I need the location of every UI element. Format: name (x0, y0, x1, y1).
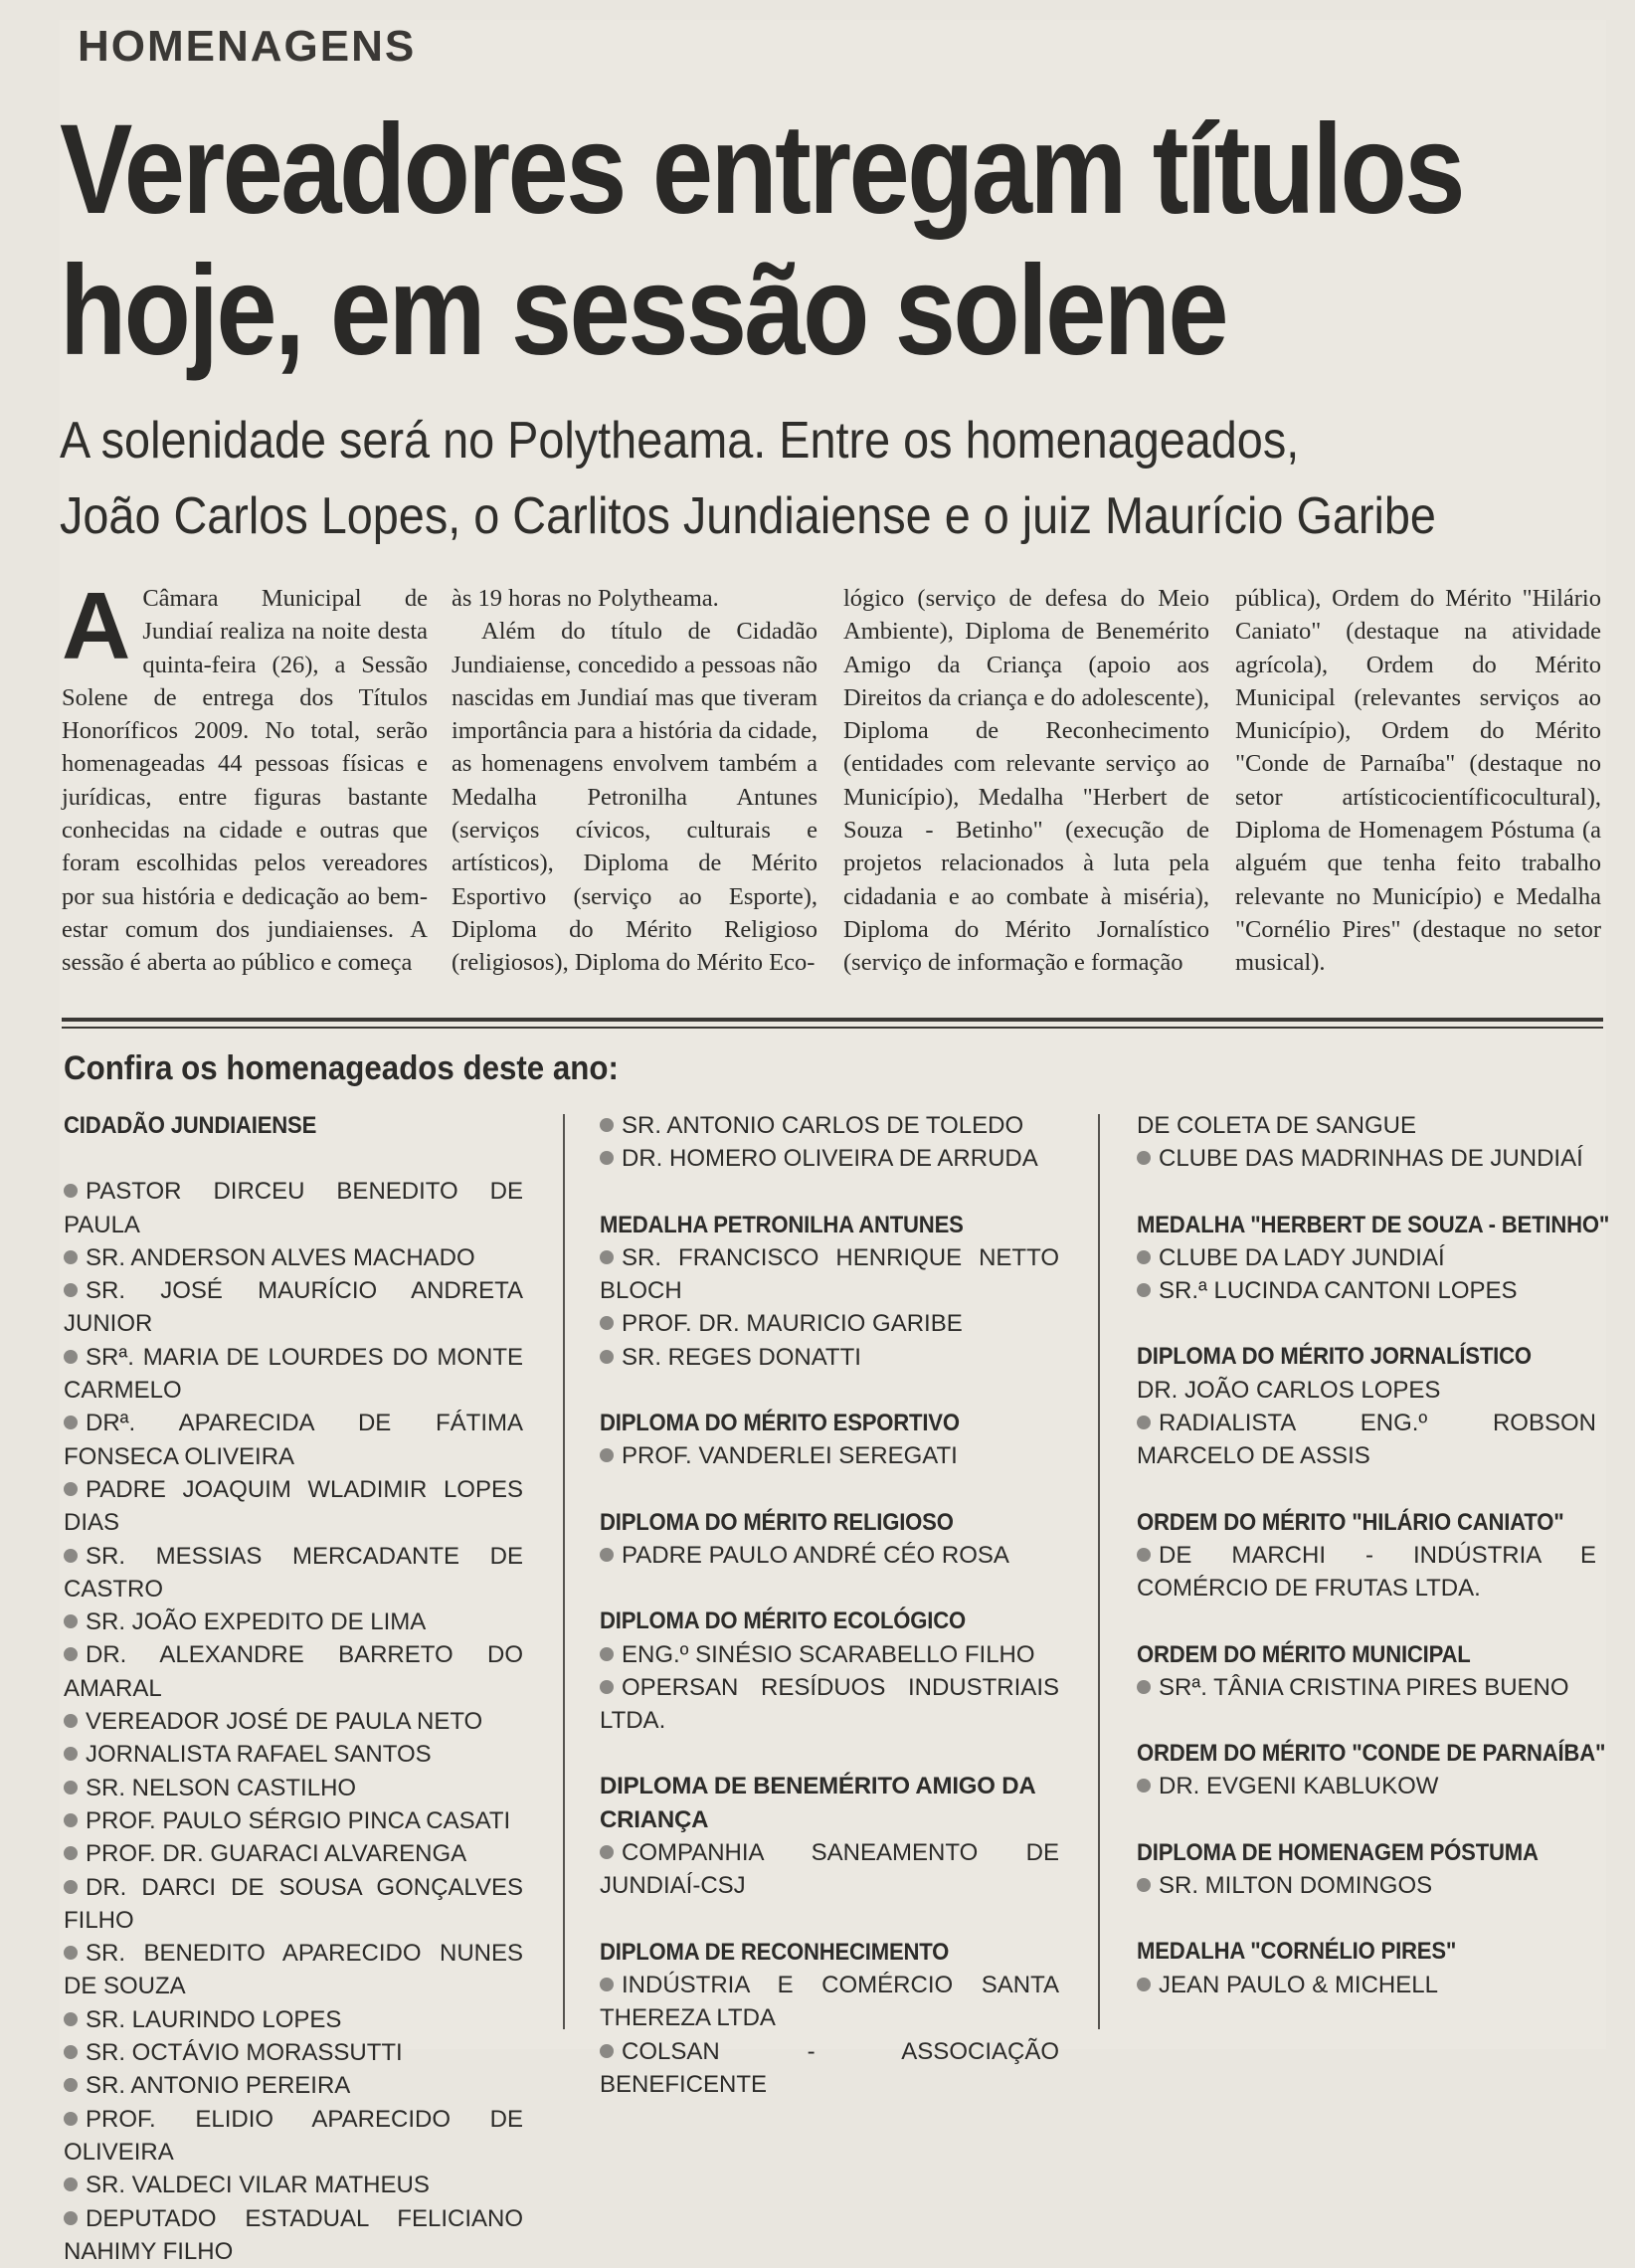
honoree-name: PADRE JOAQUIM WLADIMIR LOPES DIAS (64, 1476, 523, 1536)
honoree-item (600, 1836, 1059, 1903)
bullet-icon (600, 1316, 614, 1330)
honoree-name: PADRE PAULO ANDRÉ CÉO ROSA (622, 1542, 1009, 1569)
honoree-item (600, 1671, 1059, 1738)
group-title: MEDALHA "HERBERT DE SOUZA - BETINHO" (1137, 1209, 1559, 1241)
honoree-item (1137, 1407, 1596, 1473)
bullet-icon (600, 1548, 614, 1562)
honoree-item (1137, 1770, 1596, 1802)
bullet-icon (64, 1416, 78, 1429)
honoree-name: PASTOR DIRCEU BENEDITO DE PAULA (64, 1178, 523, 1237)
honoree-item (64, 1772, 523, 1804)
honoree-item (64, 2169, 523, 2201)
bullet-icon (64, 2112, 78, 2126)
honoree-item (64, 1638, 523, 1705)
article-paragraph: às 19 horas no Polytheama. (452, 582, 818, 615)
honoree-item (64, 2069, 523, 2102)
honoree-item (64, 1241, 523, 1274)
honoree-item (600, 1969, 1059, 2035)
bullet-icon (600, 1118, 614, 1132)
honorees-column-3 (1137, 1109, 1596, 2001)
group-title: DIPLOMA DO MÉRITO ECOLÓGICO (600, 1605, 1022, 1637)
honoree-name: PROF. DR. GUARACI ALVARENGA (86, 1840, 466, 1867)
honoree-name: PROF. PAULO SÉRGIO PINCA CASATI (86, 1807, 510, 1834)
honoree-list (64, 1175, 523, 2268)
group-title: MEDALHA "CORNÉLIO PIRES" (1137, 1935, 1559, 1968)
honoree-item (1137, 1274, 1596, 1307)
section-tag: HOMENAGENS (78, 22, 416, 72)
bullet-icon (64, 1647, 78, 1661)
honoree-item (1137, 1241, 1596, 1274)
honoree-name: DR. DARCI DE SOUSA GONÇALVES FILHO (64, 1874, 523, 1934)
honoree-name: SR. OCTÁVIO MORASSUTTI (86, 2039, 403, 2066)
honorees-box-title: Confira os homenageados deste ano: (64, 1049, 619, 1088)
bullet-icon (600, 1448, 614, 1462)
article-column-3 (843, 582, 1209, 980)
bullet-icon (1137, 1978, 1151, 1991)
honoree-name: RADIALISTA ENG.º ROBSON MARCELO DE ASSIS (1137, 1410, 1596, 1469)
bullet-icon (64, 1482, 78, 1496)
honoree-name: SR. REGES DONATTI (622, 1344, 861, 1371)
bullet-icon (64, 2177, 78, 2191)
divider-rule (62, 1018, 1603, 1022)
honoree-name: VEREADOR JOSÉ DE PAULA NETO (86, 1708, 482, 1735)
honoree-continuation: DE COLETA DE SANGUE (1137, 1109, 1596, 1142)
bullet-icon (1137, 1283, 1151, 1297)
bullet-icon (1137, 1779, 1151, 1793)
honorees-column-1 (64, 1109, 523, 2268)
honoree-item (64, 2003, 523, 2036)
group-title: CIDADÃO JUNDIAIENSE (64, 1109, 486, 1142)
honoree-item: DR. JOÃO CARLOS LOPES (1137, 1374, 1596, 1407)
bullet-icon (64, 1880, 78, 1894)
honoree-name: DR. EVGENI KABLUKOW (1159, 1773, 1438, 1799)
honoree-list (1137, 1407, 1596, 1473)
column-divider (563, 1114, 565, 2029)
honorees-column-2 (600, 1109, 1059, 2101)
group-title: ORDEM DO MÉRITO MUNICIPAL (1137, 1638, 1559, 1671)
honoree-name: CLUBE DAS MADRINHAS DE JUNDIAÍ (1159, 1145, 1583, 1172)
honoree-item (64, 1274, 523, 1341)
honoree-item (600, 1638, 1059, 1671)
honoree-name: CLUBE DA LADY JUNDIAÍ (1159, 1244, 1445, 1271)
honoree-list (1137, 1142, 1596, 1175)
bullet-icon (600, 1845, 614, 1859)
bullet-icon (600, 1680, 614, 1694)
bullet-icon (64, 1184, 78, 1198)
article-column-2 (452, 582, 818, 980)
bullet-icon (600, 1151, 614, 1165)
honoree-name: ENG.º SINÉSIO SCARABELLO FILHO (622, 1641, 1035, 1668)
honoree-name: SR. BENEDITO APARECIDO NUNES DE SOUZA (64, 1940, 523, 1999)
article-body (62, 582, 1603, 990)
honoree-item (64, 1175, 523, 1241)
honoree-name: OPERSAN RESÍDUOS INDUSTRIAIS LTDA. (600, 1674, 1059, 1734)
bullet-icon (1137, 1878, 1151, 1892)
honoree-item (600, 1142, 1059, 1175)
article-paragraph: Câmara Municipal de Jundiaí realiza na noite desta quinta-feira (26), a Sessão Solene de entrega dos Títulos Honoríficos 2009. No total, serão homenageadas 44 pessoas físicas e jurídicas, entre figuras bastante conhecidas na cidade e outras que foram escolhidas pelos vereadores por sua história e dedicação ao bem-estar comum dos jundiaienses. A sessão é aberta ao público e começa (62, 582, 428, 980)
bullet-icon (64, 1813, 78, 1827)
honoree-list (600, 1539, 1059, 1572)
drop-cap: A (62, 588, 130, 665)
bullet-icon (1137, 1680, 1151, 1694)
honoree-item (64, 1540, 523, 1606)
bullet-icon (1137, 1250, 1151, 1264)
honoree-list (1137, 1241, 1596, 1308)
honoree-name: SR.ª LUCINDA CANTONI LOPES (1159, 1277, 1518, 1304)
honoree-name: PROF. ELIDIO APARECIDO DE OLIVEIRA (64, 2106, 523, 2166)
honoree-item (64, 1341, 523, 1408)
subheadline-line-1: A solenidade será no Polytheama. Entre os homenageados, (60, 403, 1456, 478)
bullet-icon (64, 1747, 78, 1761)
honoree-item (64, 1871, 523, 1938)
honoree-list (600, 1439, 1059, 1472)
bullet-icon (64, 2078, 78, 2092)
article-paragraph: lógico (serviço de defesa do Meio Ambiente), Diploma de Benemérito Amigo da Criança (apoio aos Direitos da criança e do adolescente), Diploma de Reconhecimento (entidades com relevante serviço ao Município), Medalha "Herbert de Souza - Betinho" (execução de projetos relacionados à luta pela cidadania e ao combate à miséria), Diploma do Mérito Jornalístico (serviço de informação e formação (843, 582, 1209, 980)
honoree-list (1137, 1671, 1596, 1704)
honoree-name: SR. LAURINDO LOPES (86, 2006, 341, 2033)
bullet-icon (600, 1978, 614, 1991)
honoree-item (64, 1804, 523, 1837)
honoree-item (64, 1837, 523, 1870)
honoree-name: DE MARCHI - INDÚSTRIA E COMÉRCIO DE FRUTAS LTDA. (1137, 1542, 1596, 1602)
bullet-icon (64, 1714, 78, 1728)
honoree-item (600, 1241, 1059, 1308)
group-title: DIPLOMA DE BENEMÉRITO AMIGO DA CRIANÇA (600, 1770, 1059, 1836)
bullet-icon (1137, 1548, 1151, 1562)
divider-rule (62, 1027, 1603, 1029)
group-title: DIPLOMA DE HOMENAGEM PÓSTUMA (1137, 1836, 1559, 1869)
honoree-name: COMPANHIA SANEAMENTO DE JUNDIAÍ-CSJ (600, 1839, 1059, 1899)
honoree-item (1137, 1969, 1596, 2001)
honoree-name: SRª. MARIA DE LOURDES DO MONTE CARMELO (64, 1344, 523, 1404)
honoree-name: DR. ALEXANDRE BARRETO DO AMARAL (64, 1641, 523, 1701)
honoree-name: COLSAN - ASSOCIAÇÃO BENEFICENTE (600, 2038, 1059, 2098)
bullet-icon (600, 1647, 614, 1661)
group-title: ORDEM DO MÉRITO "HILÁRIO CANIATO" (1137, 1506, 1559, 1539)
honoree-item (64, 1606, 523, 1638)
bullet-icon (1137, 1151, 1151, 1165)
bullet-icon (64, 1614, 78, 1628)
honoree-item (1137, 1671, 1596, 1704)
bullet-icon (64, 1283, 78, 1297)
honoree-list (1137, 1770, 1596, 1802)
article-column-4 (1235, 582, 1601, 980)
bullet-icon (64, 1781, 78, 1795)
honoree-name: INDÚSTRIA E COMÉRCIO SANTA THEREZA LTDA (600, 1972, 1059, 2031)
honoree-list (600, 1638, 1059, 1738)
bullet-icon (64, 1250, 78, 1264)
honoree-item (600, 1341, 1059, 1374)
honoree-item (64, 2103, 523, 2170)
column-divider (1098, 1114, 1100, 2029)
bullet-icon (64, 1846, 78, 1860)
group-title: ORDEM DO MÉRITO "CONDE DE PARNAÍBA" (1137, 1737, 1559, 1770)
subheadline (60, 403, 1456, 554)
honoree-list (600, 1836, 1059, 1903)
honoree-name: SR. MILTON DOMINGOS (1159, 1872, 1432, 1899)
honoree-name: SRª. TÂNIA CRISTINA PIRES BUENO (1159, 1674, 1569, 1701)
honoree-name: SR. NELSON CASTILHO (86, 1775, 356, 1801)
group-title: DIPLOMA DO MÉRITO JORNALÍSTICO (1137, 1340, 1559, 1373)
honoree-name: SR. ANTONIO PEREIRA (86, 2072, 350, 2099)
honoree-item (600, 1307, 1059, 1340)
headline (60, 99, 1376, 382)
honoree-item (64, 1473, 523, 1540)
honoree-name: JEAN PAULO & MICHELL (1159, 1972, 1438, 1998)
honoree-name: SR. FRANCISCO HENRIQUE NETTO BLOCH (600, 1244, 1059, 1304)
honoree-item (64, 1937, 523, 2003)
honoree-name: SR. VALDECI VILAR MATHEUS (86, 2172, 430, 2198)
bullet-icon (64, 2045, 78, 2059)
headline-line-1: Vereadores entregam títulos (60, 99, 1376, 241)
group-title: DIPLOMA DE RECONHECIMENTO (600, 1936, 1022, 1969)
bullet-icon (64, 2211, 78, 2225)
honoree-name: PROF. DR. MAURICIO GARIBE (622, 1310, 963, 1337)
honoree-item (64, 2202, 523, 2268)
honoree-item (64, 1705, 523, 1738)
honoree-item (64, 2036, 523, 2069)
honoree-name: SR. MESSIAS MERCADANTE DE CASTRO (64, 1543, 523, 1603)
honoree-name: JORNALISTA RAFAEL SANTOS (86, 1741, 432, 1768)
article-column-1 (62, 582, 428, 980)
bullet-icon (600, 2044, 614, 2058)
honoree-list (1137, 1969, 1596, 2001)
honoree-item (64, 1738, 523, 1771)
honoree-name: DRª. APARECIDA DE FÁTIMA FONSECA OLIVEIRA (64, 1410, 523, 1469)
honoree-name: DR. HOMERO OLIVEIRA DE ARRUDA (622, 1145, 1038, 1172)
subheadline-line-2: João Carlos Lopes, o Carlitos Jundiaiense e o juiz Maurício Garibe (60, 478, 1456, 554)
honoree-item (600, 1439, 1059, 1472)
bullet-icon (64, 1946, 78, 1960)
group-title: MEDALHA PETRONILHA ANTUNES (600, 1209, 1022, 1241)
honoree-name: SR. ANTONIO CARLOS DE TOLEDO (622, 1112, 1023, 1139)
bullet-icon (1137, 1416, 1151, 1429)
group-title: DIPLOMA DO MÉRITO ESPORTIVO (600, 1407, 1022, 1439)
honoree-item (1137, 1142, 1596, 1175)
group-title: DIPLOMA DO MÉRITO RELIGIOSO (600, 1506, 1022, 1539)
honoree-name: SR. JOÃO EXPEDITO DE LIMA (86, 1608, 426, 1635)
bullet-icon (600, 1350, 614, 1364)
honoree-list (600, 1969, 1059, 2101)
bullet-icon (64, 2012, 78, 2026)
honoree-item (600, 1539, 1059, 1572)
honoree-item (1137, 1869, 1596, 1902)
honoree-list (1137, 1539, 1596, 1606)
honoree-item (600, 2035, 1059, 2102)
honoree-list (1137, 1869, 1596, 1902)
honoree-item (1137, 1539, 1596, 1606)
honoree-name: PROF. VANDERLEI SEREGATI (622, 1442, 958, 1469)
honoree-name: SR. JOSÉ MAURÍCIO ANDRETA JUNIOR (64, 1277, 523, 1337)
honoree-item (600, 1109, 1059, 1142)
article-paragraph: pública), Ordem do Mérito "Hilário Caniato" (destaque na atividade agrícola), Ordem do Mérito Municipal (relevantes serviços ao Município), Ordem do Mérito "Conde de Parnaíba" (destaque no setor artísticocientíficocultural), Diploma de Homenagem Póstuma (a alguém que tenha feito trabalho relevante no Município) e Medalha "Cornélio Pires" (destaque no setor musical). (1235, 582, 1601, 980)
honoree-list (600, 1109, 1059, 1176)
bullet-icon (600, 1250, 614, 1264)
honoree-item (64, 1407, 523, 1473)
honoree-name: SR. ANDERSON ALVES MACHADO (86, 1244, 475, 1271)
honoree-list (600, 1241, 1059, 1374)
bullet-icon (64, 1549, 78, 1563)
article-paragraph: Além do título de Cidadão Jundiaiense, concedido a pessoas não nascidas em Jundiaí mas que tiveram importância para a história da cidade, as homenagens envolvem também a Medalha Petronilha Antunes (serviços cívicos, culturais e artísticos), Diploma de Mérito Esportivo (serviço ao Esporte), Diploma do Mérito Religioso (religiosos), Diploma do Mérito Eco- (452, 615, 818, 979)
bullet-icon (64, 1350, 78, 1364)
honoree-name: DEPUTADO ESTADUAL FELICIANO NAHIMY FILHO (64, 2205, 523, 2265)
headline-line-2: hoje, em sessão solene (60, 241, 1376, 382)
